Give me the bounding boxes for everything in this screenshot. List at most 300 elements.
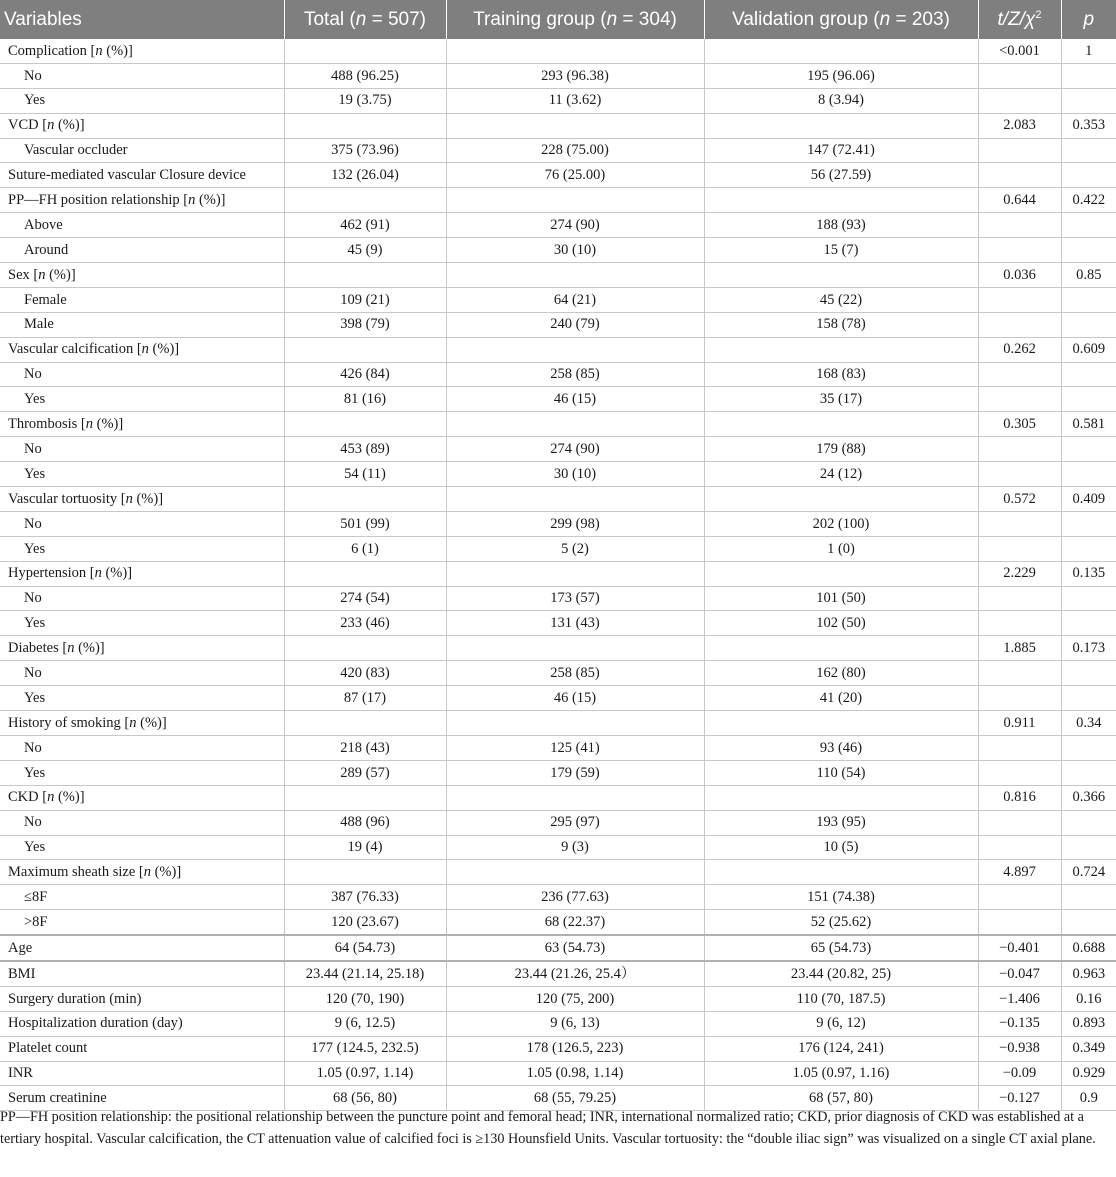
cell-p-value: 0.609	[1061, 337, 1116, 362]
cell-p-value	[1061, 312, 1116, 337]
cell-total	[284, 785, 446, 810]
table-row	[0, 487, 1116, 512]
cell-statistic	[978, 312, 1061, 337]
cell-p-value	[1061, 835, 1116, 860]
cell-validation: 110 (70, 187.5)	[704, 986, 978, 1011]
cell-p-value	[1061, 88, 1116, 113]
table-row	[0, 412, 1116, 437]
cell-total	[284, 860, 446, 885]
cell-training: 178 (126.5, 223)	[446, 1036, 704, 1061]
cell-variable: Yes	[0, 462, 284, 487]
cell-validation	[704, 860, 978, 885]
cell-variable: Yes	[0, 760, 284, 785]
cell-training: 179 (59)	[446, 760, 704, 785]
cell-statistic	[978, 586, 1061, 611]
header-total: Total (n = 507)	[284, 0, 446, 39]
cell-statistic: 0.572	[978, 487, 1061, 512]
table-row	[0, 188, 1116, 213]
cell-training	[446, 561, 704, 586]
cell-validation: 10 (5)	[704, 835, 978, 860]
table-row	[0, 213, 1116, 238]
cell-statistic: 4.897	[978, 860, 1061, 885]
header-test-statistic: $t/Z/\chi^2$	[978, 0, 1061, 39]
cell-validation	[704, 113, 978, 138]
cell-validation: 1 (0)	[704, 536, 978, 561]
cell-p-value: 0.34	[1061, 711, 1116, 736]
table-row	[0, 561, 1116, 586]
cell-training: 258 (85)	[446, 362, 704, 387]
table-row	[0, 935, 1116, 961]
cell-total: 398 (79)	[284, 312, 446, 337]
cell-total: 488 (96.25)	[284, 63, 446, 88]
table-row	[0, 238, 1116, 263]
cell-training: 1.05 (0.98, 1.14)	[446, 1061, 704, 1086]
cell-p-value: 0.893	[1061, 1011, 1116, 1036]
cell-variable: Diabetes [n (%)]	[0, 636, 284, 661]
header-row	[0, 0, 1116, 39]
table-row	[0, 686, 1116, 711]
table-row	[0, 910, 1116, 935]
table-row	[0, 287, 1116, 312]
cell-total: 45 (9)	[284, 238, 446, 263]
cell-training: 46 (15)	[446, 686, 704, 711]
cell-variable: Yes	[0, 536, 284, 561]
cell-variable: ≤8F	[0, 885, 284, 910]
cell-validation: 8 (3.94)	[704, 88, 978, 113]
cell-total: 501 (99)	[284, 511, 446, 536]
table-row	[0, 885, 1116, 910]
table-row	[0, 835, 1116, 860]
cell-statistic: <0.001	[978, 39, 1061, 63]
cell-validation: 35 (17)	[704, 387, 978, 412]
cell-validation	[704, 785, 978, 810]
table-row	[0, 785, 1116, 810]
cell-validation: 176 (124, 241)	[704, 1036, 978, 1061]
table-row	[0, 1036, 1116, 1061]
table-row	[0, 163, 1116, 188]
cell-variable: Platelet count	[0, 1036, 284, 1061]
cell-total: 289 (57)	[284, 760, 446, 785]
table-row	[0, 88, 1116, 113]
table-row	[0, 511, 1116, 536]
cell-variable: Yes	[0, 611, 284, 636]
cell-training: 173 (57)	[446, 586, 704, 611]
cell-total: 274 (54)	[284, 586, 446, 611]
cell-p-value	[1061, 462, 1116, 487]
table-footnote: PP—FH position relationship: the positional relationship between the puncture point and femoral head; INR, international normalized ratio; CKD, prior diagnosis of CKD was established at a tertiary hospital. Vascular calcification, the CT attenuation value of calcified foci is ≥130 Hounsfield Units. Vascular tortuosity: the “double iliac sign” was visualized on a single CT axial plane.	[0, 1109, 1096, 1147]
cell-variable: Thrombosis [n (%)]	[0, 412, 284, 437]
cell-total: 81 (16)	[284, 387, 446, 412]
table-header	[0, 0, 1116, 39]
cell-statistic	[978, 910, 1061, 935]
cell-p-value	[1061, 138, 1116, 163]
cell-training: 9 (6, 13)	[446, 1011, 704, 1036]
cell-training: 30 (10)	[446, 238, 704, 263]
cell-validation	[704, 711, 978, 736]
table-row	[0, 661, 1116, 686]
cell-validation	[704, 561, 978, 586]
cell-validation: 102 (50)	[704, 611, 978, 636]
table-row	[0, 387, 1116, 412]
cell-statistic: −0.135	[978, 1011, 1061, 1036]
cell-statistic	[978, 88, 1061, 113]
cell-total	[284, 636, 446, 661]
cell-statistic: −0.938	[978, 1036, 1061, 1061]
cell-variable: History of smoking [n (%)]	[0, 711, 284, 736]
cell-p-value	[1061, 437, 1116, 462]
cell-p-value	[1061, 686, 1116, 711]
cell-validation: 158 (78)	[704, 312, 978, 337]
cell-variable: Age	[0, 935, 284, 961]
cell-p-value: 0.85	[1061, 263, 1116, 288]
cell-training: 274 (90)	[446, 213, 704, 238]
cell-statistic: 1.885	[978, 636, 1061, 661]
table-row	[0, 961, 1116, 986]
cell-training: 131 (43)	[446, 611, 704, 636]
cell-training: 258 (85)	[446, 661, 704, 686]
cell-total: 462 (91)	[284, 213, 446, 238]
cell-training: 125 (41)	[446, 735, 704, 760]
cell-training: 295 (97)	[446, 810, 704, 835]
cell-statistic	[978, 362, 1061, 387]
cell-p-value	[1061, 213, 1116, 238]
cell-variable: >8F	[0, 910, 284, 935]
cell-variable: Above	[0, 213, 284, 238]
cell-p-value: 0.409	[1061, 487, 1116, 512]
cell-p-value: 0.353	[1061, 113, 1116, 138]
cell-p-value: 0.963	[1061, 961, 1116, 986]
cell-statistic: −0.127	[978, 1086, 1061, 1111]
table-row	[0, 636, 1116, 661]
cell-variable: CKD [n (%)]	[0, 785, 284, 810]
table-row	[0, 1061, 1116, 1086]
cell-statistic	[978, 735, 1061, 760]
cell-statistic	[978, 661, 1061, 686]
cell-total: 87 (17)	[284, 686, 446, 711]
cell-p-value: 0.581	[1061, 412, 1116, 437]
cell-total: 68 (56, 80)	[284, 1086, 446, 1111]
cell-statistic: −0.047	[978, 961, 1061, 986]
table-row	[0, 113, 1116, 138]
cell-statistic: 0.644	[978, 188, 1061, 213]
cell-total: 218 (43)	[284, 735, 446, 760]
cell-validation	[704, 263, 978, 288]
cell-variable: Yes	[0, 835, 284, 860]
table-row	[0, 39, 1116, 63]
table-row	[0, 810, 1116, 835]
cell-training	[446, 39, 704, 63]
cell-p-value	[1061, 362, 1116, 387]
cell-validation	[704, 39, 978, 63]
cell-statistic: −0.401	[978, 935, 1061, 961]
cell-variable: No	[0, 661, 284, 686]
cell-p-value	[1061, 238, 1116, 263]
cell-variable: Vascular calcification [n (%)]	[0, 337, 284, 362]
cell-validation: 15 (7)	[704, 238, 978, 263]
cell-statistic: 0.816	[978, 785, 1061, 810]
cell-total	[284, 39, 446, 63]
cell-p-value: 0.366	[1061, 785, 1116, 810]
cell-validation	[704, 188, 978, 213]
cell-variable: Yes	[0, 88, 284, 113]
cell-training: 299 (98)	[446, 511, 704, 536]
table-body	[0, 39, 1116, 1111]
cell-statistic	[978, 287, 1061, 312]
cell-variable: Suture-mediated vascular Closure device	[0, 163, 284, 188]
cell-p-value: 0.349	[1061, 1036, 1116, 1061]
cell-total: 120 (23.67)	[284, 910, 446, 935]
cell-training: 68 (22.37)	[446, 910, 704, 935]
cell-training: 9 (3)	[446, 835, 704, 860]
cell-training: 76 (25.00)	[446, 163, 704, 188]
cell-statistic	[978, 536, 1061, 561]
cell-total	[284, 263, 446, 288]
cell-total: 132 (26.04)	[284, 163, 446, 188]
cell-statistic	[978, 63, 1061, 88]
cell-validation: 9 (6, 12)	[704, 1011, 978, 1036]
cell-variable: Vascular occluder	[0, 138, 284, 163]
header-p-value: p	[1061, 0, 1116, 39]
cell-validation	[704, 487, 978, 512]
table-row	[0, 437, 1116, 462]
cell-p-value: 0.9	[1061, 1086, 1116, 1111]
cell-statistic	[978, 462, 1061, 487]
cell-variable: No	[0, 586, 284, 611]
cell-validation: 93 (46)	[704, 735, 978, 760]
cell-p-value	[1061, 536, 1116, 561]
table-row	[0, 536, 1116, 561]
cell-statistic	[978, 138, 1061, 163]
table-row	[0, 735, 1116, 760]
table-row	[0, 263, 1116, 288]
cell-p-value	[1061, 163, 1116, 188]
cell-validation: 101 (50)	[704, 586, 978, 611]
cell-variable: Around	[0, 238, 284, 263]
cell-total: 23.44 (21.14, 25.18)	[284, 961, 446, 986]
cell-variable: Maximum sheath size [n (%)]	[0, 860, 284, 885]
cell-p-value	[1061, 611, 1116, 636]
cell-validation: 195 (96.06)	[704, 63, 978, 88]
cell-total	[284, 188, 446, 213]
cell-validation: 24 (12)	[704, 462, 978, 487]
cell-validation: 23.44 (20.82, 25)	[704, 961, 978, 986]
cell-validation: 45 (22)	[704, 287, 978, 312]
cell-total: 488 (96)	[284, 810, 446, 835]
cell-statistic	[978, 810, 1061, 835]
cell-statistic	[978, 835, 1061, 860]
cell-total: 6 (1)	[284, 536, 446, 561]
header-variables: Variables	[0, 0, 284, 39]
table-row	[0, 586, 1116, 611]
cell-statistic: −0.09	[978, 1061, 1061, 1086]
cell-p-value	[1061, 63, 1116, 88]
cell-p-value: 1	[1061, 39, 1116, 63]
cell-training: 236 (77.63)	[446, 885, 704, 910]
cell-training	[446, 113, 704, 138]
cell-p-value	[1061, 910, 1116, 935]
cell-variable: VCD [n (%)]	[0, 113, 284, 138]
cell-validation: 193 (95)	[704, 810, 978, 835]
cell-training: 120 (75, 200)	[446, 986, 704, 1011]
cell-p-value: 0.16	[1061, 986, 1116, 1011]
cell-variable: No	[0, 437, 284, 462]
cell-statistic: 2.229	[978, 561, 1061, 586]
cell-variable: No	[0, 810, 284, 835]
cell-training	[446, 636, 704, 661]
table-row	[0, 1011, 1116, 1036]
header-validation-group: Validation group (n = 203)	[704, 0, 978, 39]
cell-statistic	[978, 387, 1061, 412]
cell-total: 177 (124.5, 232.5)	[284, 1036, 446, 1061]
cell-total: 109 (21)	[284, 287, 446, 312]
cell-training	[446, 263, 704, 288]
cell-training: 5 (2)	[446, 536, 704, 561]
cell-variable: Complication [n (%)]	[0, 39, 284, 63]
cell-variable: Yes	[0, 686, 284, 711]
cell-total: 375 (73.96)	[284, 138, 446, 163]
cell-training: 11 (3.62)	[446, 88, 704, 113]
cell-p-value: 0.929	[1061, 1061, 1116, 1086]
cell-total	[284, 113, 446, 138]
cell-variable: Hypertension [n (%)]	[0, 561, 284, 586]
cell-p-value: 0.688	[1061, 935, 1116, 961]
cell-p-value	[1061, 810, 1116, 835]
cell-validation: 151 (74.38)	[704, 885, 978, 910]
cell-p-value	[1061, 760, 1116, 785]
cell-variable: Male	[0, 312, 284, 337]
cell-training: 274 (90)	[446, 437, 704, 462]
cell-total	[284, 711, 446, 736]
table-row	[0, 462, 1116, 487]
cell-training: 63 (54.73)	[446, 935, 704, 961]
cell-p-value	[1061, 661, 1116, 686]
cell-training: 240 (79)	[446, 312, 704, 337]
cell-variable: Female	[0, 287, 284, 312]
cell-total	[284, 337, 446, 362]
cell-total: 19 (4)	[284, 835, 446, 860]
cell-variable: Surgery duration (min)	[0, 986, 284, 1011]
cell-training: 23.44 (21.26, 25.4）	[446, 961, 704, 986]
cell-statistic: 0.305	[978, 412, 1061, 437]
cell-training	[446, 337, 704, 362]
cell-validation: 202 (100)	[704, 511, 978, 536]
cell-training: 68 (55, 79.25)	[446, 1086, 704, 1111]
cell-training	[446, 412, 704, 437]
cell-variable: Vascular tortuosity [n (%)]	[0, 487, 284, 512]
cell-statistic	[978, 511, 1061, 536]
cell-variable: Yes	[0, 387, 284, 412]
cell-validation: 68 (57, 80)	[704, 1086, 978, 1111]
cell-total	[284, 487, 446, 512]
cell-variable: BMI	[0, 961, 284, 986]
cell-validation: 1.05 (0.97, 1.16)	[704, 1061, 978, 1086]
cell-p-value	[1061, 735, 1116, 760]
cell-statistic: 0.262	[978, 337, 1061, 362]
cell-variable: PP—FH position relationship [n (%)]	[0, 188, 284, 213]
cell-variable: No	[0, 735, 284, 760]
cell-statistic: 0.911	[978, 711, 1061, 736]
cell-variable: Hospitalization duration (day)	[0, 1011, 284, 1036]
cell-training: 64 (21)	[446, 287, 704, 312]
cell-validation: 179 (88)	[704, 437, 978, 462]
cell-training	[446, 188, 704, 213]
cell-total: 9 (6, 12.5)	[284, 1011, 446, 1036]
cell-validation: 56 (27.59)	[704, 163, 978, 188]
cell-statistic	[978, 163, 1061, 188]
cell-variable: No	[0, 362, 284, 387]
cell-total: 453 (89)	[284, 437, 446, 462]
cell-statistic	[978, 611, 1061, 636]
cell-statistic	[978, 686, 1061, 711]
cell-p-value	[1061, 885, 1116, 910]
cell-p-value	[1061, 511, 1116, 536]
cell-validation: 41 (20)	[704, 686, 978, 711]
cell-variable: INR	[0, 1061, 284, 1086]
cell-statistic	[978, 238, 1061, 263]
cell-validation: 188 (93)	[704, 213, 978, 238]
cell-p-value	[1061, 586, 1116, 611]
cell-total: 19 (3.75)	[284, 88, 446, 113]
cell-training	[446, 860, 704, 885]
cell-total	[284, 561, 446, 586]
cell-total: 420 (83)	[284, 661, 446, 686]
table-row	[0, 362, 1116, 387]
cell-validation: 168 (83)	[704, 362, 978, 387]
cell-p-value	[1061, 387, 1116, 412]
cell-training: 293 (96.38)	[446, 63, 704, 88]
cell-training: 30 (10)	[446, 462, 704, 487]
cell-total: 426 (84)	[284, 362, 446, 387]
cell-training	[446, 785, 704, 810]
cell-validation: 52 (25.62)	[704, 910, 978, 935]
table-row	[0, 138, 1116, 163]
cell-training	[446, 487, 704, 512]
cell-validation	[704, 337, 978, 362]
table-row	[0, 63, 1116, 88]
header-training-group: Training group (n = 304)	[446, 0, 704, 39]
cell-total: 233 (46)	[284, 611, 446, 636]
table-row	[0, 860, 1116, 885]
cell-total: 64 (54.73)	[284, 935, 446, 961]
table-row	[0, 337, 1116, 362]
table-row	[0, 986, 1116, 1011]
cell-variable: No	[0, 63, 284, 88]
cell-statistic	[978, 213, 1061, 238]
cell-total: 387 (76.33)	[284, 885, 446, 910]
cell-variable: Serum creatinine	[0, 1086, 284, 1111]
cell-total	[284, 412, 446, 437]
cell-validation: 110 (54)	[704, 760, 978, 785]
cell-validation: 162 (80)	[704, 661, 978, 686]
cell-validation: 147 (72.41)	[704, 138, 978, 163]
cell-total: 120 (70, 190)	[284, 986, 446, 1011]
cell-statistic: 2.083	[978, 113, 1061, 138]
cell-validation	[704, 412, 978, 437]
table-row	[0, 760, 1116, 785]
cell-p-value: 0.173	[1061, 636, 1116, 661]
cell-p-value: 0.135	[1061, 561, 1116, 586]
cell-validation	[704, 636, 978, 661]
cell-training: 228 (75.00)	[446, 138, 704, 163]
cell-p-value: 0.422	[1061, 188, 1116, 213]
cell-total: 54 (11)	[284, 462, 446, 487]
cell-statistic	[978, 437, 1061, 462]
table-row	[0, 312, 1116, 337]
cell-p-value	[1061, 287, 1116, 312]
cell-statistic	[978, 885, 1061, 910]
cell-validation: 65 (54.73)	[704, 935, 978, 961]
cell-statistic: −1.406	[978, 986, 1061, 1011]
